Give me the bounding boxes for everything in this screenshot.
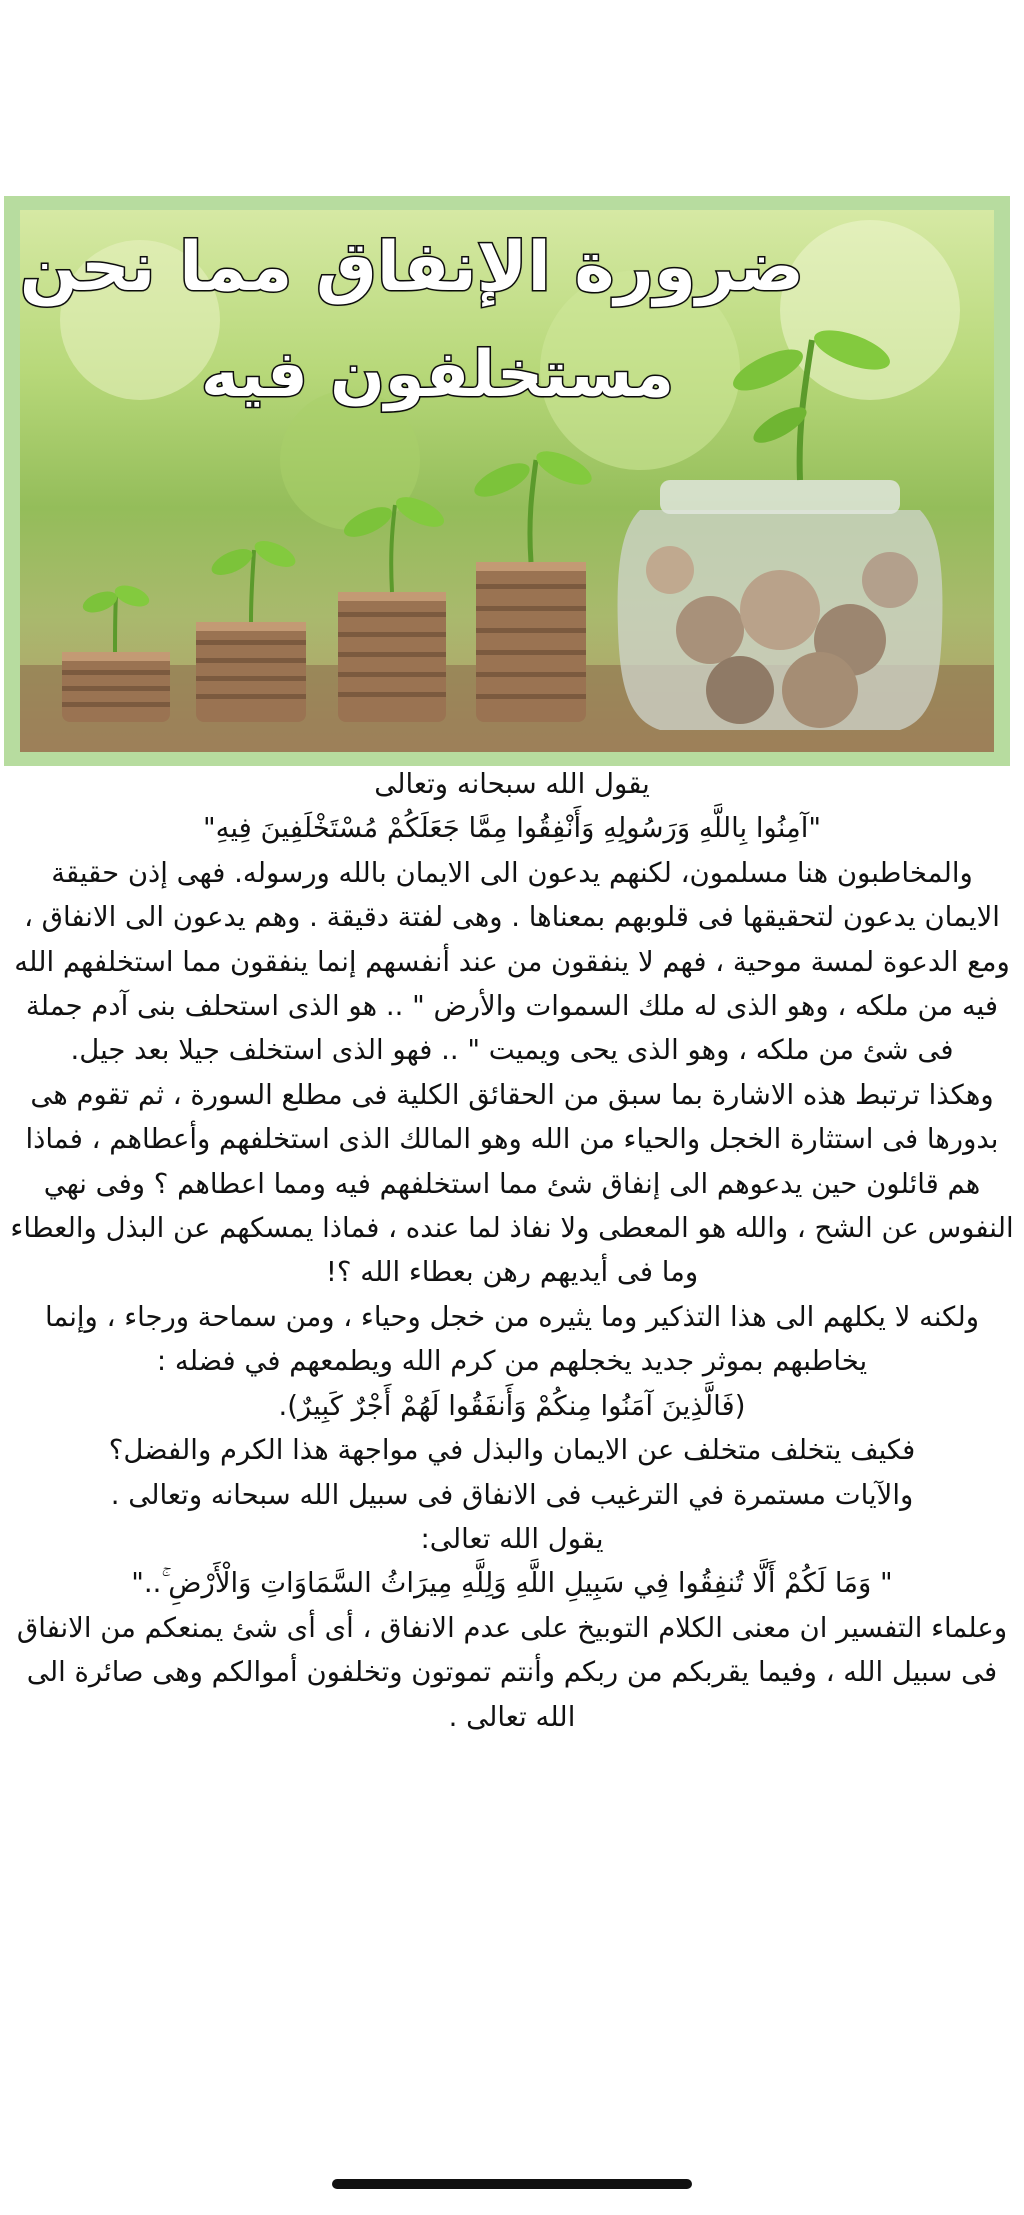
article-paragraph: وهكذا ترتبط هذه الاشارة بما سبق من الحقائق الكلية فى مطلع السورة ، ثم تقوم هى بدورها فى استثارة الخجل والحياء من الله وهو المالك الذى استخلفهم وأعطاهم ، فماذا هم قائلون حين يدعوهم الى إنفاق شئ مما استخلفهم فيه ومما اعطاهم ؟ وفى نهي النفوس عن الشح ، والله هو المعطى ولا نفاذ لما عنده ، فماذا يمسكهم عن البذل والعطاء وما فى أيديهم رهن بعطاء الله ؟! [10,1078,1014,1289]
coin-stack-2 [196,536,306,722]
quran-verse: " وَمَا لَكُمْ أَلَّا تُنفِقُوا فِي سَبِيلِ اللَّهِ وَلِلَّهِ مِيرَاثُ السَّمَاوَاتِ وَالْأَرْضِ ۚ.." [131,1567,893,1600]
hero-title-line-2: مستخلفون فيه [200,338,674,412]
coin-stack-3 [338,491,448,722]
article-paragraph: والآيات مستمرة في الترغيب فى الانفاق فى سبيل الله سبحانه وتعالى . [110,1478,914,1511]
home-indicator[interactable] [332,2179,692,2189]
article-paragraph: وعلماء التفسير ان معنى الكلام التوبيخ على عدم الانفاق ، أى أى شئ يمنعكم من الانفاق فى سبيل الله ، وفيما يقربكم من ربكم وأنتم تموتون وتخلفون أموالكم وهى صائرة الى الله تعالى . [16,1611,1008,1733]
coin-stack-1 [62,581,170,722]
coin-stack-4 [470,444,597,722]
hero-image [20,210,994,752]
article-paragraph: فكيف يتخلف متخلف عن الايمان والبذل في مواجهة هذا الكرم والفضل؟ [108,1434,916,1467]
hero-image-frame [4,196,1010,766]
quran-verse: "آمِنُوا بِاللَّهِ وَرَسُولِهِ وَأَنْفِقُوا مِمَّا جَعَلَكُمْ مُسْتَخْلَفِينَ فِيهِ" [202,812,822,845]
article-body [10,762,1014,1739]
article-paragraph: ولكنه لا يكلهم الى هذا التذكير وما يثيره من خجل وحياء ، ومن سماحة ورجاء ، وإنما يخاطبهم بموثر جديد يخجلهم من كرم الله ويطمعهم في فضله : [44,1300,980,1378]
article-paragraph: يقول الله تعالى: [420,1522,604,1555]
quran-verse: (فَالَّذِينَ آمَنُوا مِنكُمْ وَأَنفَقُوا لَهُمْ أَجْرٌ كَبِيرٌ). [278,1389,746,1422]
article-intro: يقول الله سبحانه وتعالى [374,768,650,800]
article-paragraph: والمخاطبون هنا مسلمون، لكنهم يدعون الى الايمان بالله ورسوله. فهى إذن حقيقة الايمان يدعون لتحقيقها فى قلوبهم بمعناها . وهى لفتة دقيقة . وهم يدعون الى الانفاق ، ومع الدعوة لمسة موحية ، فهم لا ينفقون من عند أنفسهم إنما ينفقون مما استخلفهم الله فيه من ملكه ، وهو الذى له ملك السموات والأرض " .. هو الذى استحلف بنى آدم جملة فى شئ من ملكه ، وهو الذى يحى ويميت " .. فهو الذى استخلف جيلا بعد جيل. [14,856,1010,1067]
hero-title-line-1: ضرورة الإنفاق مما نحن [20,228,804,307]
